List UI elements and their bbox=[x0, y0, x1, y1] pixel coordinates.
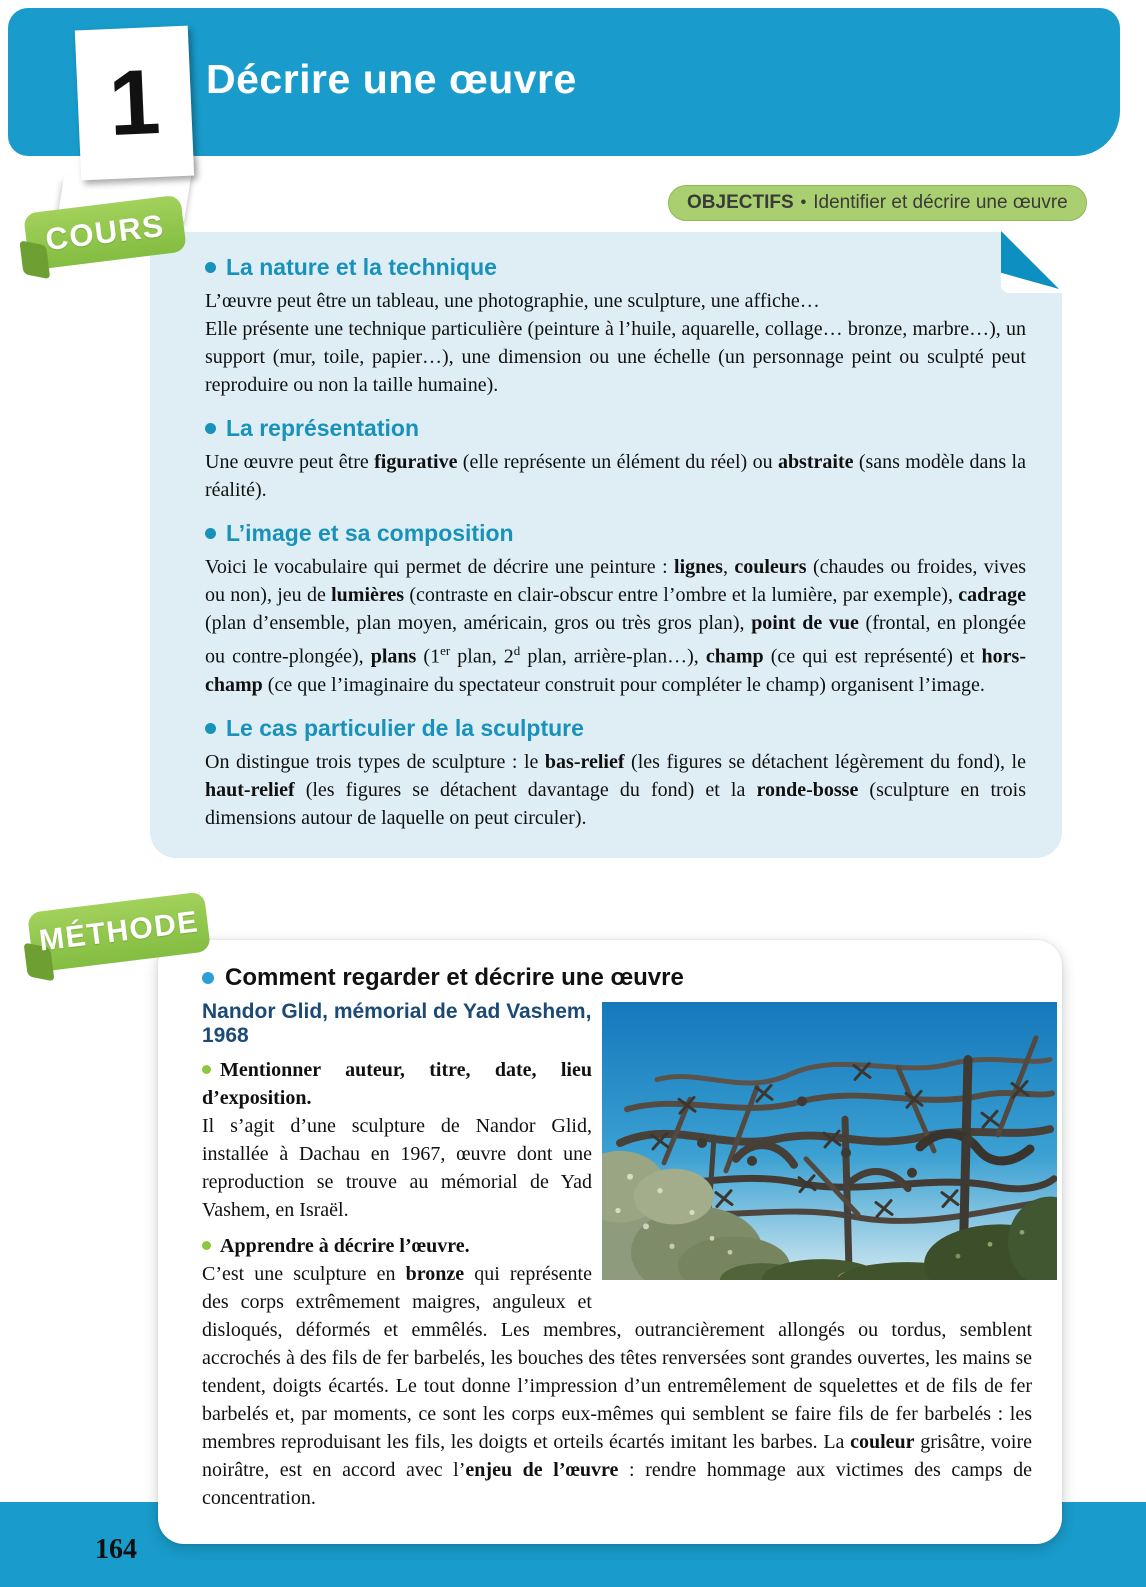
memorial-photo bbox=[602, 1002, 1057, 1280]
bullet-separator-icon: • bbox=[800, 194, 807, 211]
objectives-label: OBJECTIFS bbox=[687, 192, 794, 213]
chapter-number: 1 bbox=[106, 50, 163, 156]
objectives-text: Identifier et décrire une œuvre bbox=[813, 192, 1068, 213]
section-paragraph: Elle présente une technique particulière (peinture à l’huile, aquarelle, collage… bronze, marbre…), un support (mur, toile, papier…), une dimension ou une échelle (un personnage peint ou sculpté peut reproduire ou non la taille humaine). bbox=[205, 318, 1026, 396]
page-number: 164 bbox=[95, 1534, 137, 1565]
methode-heading: Comment regarder et décrire une œuvre bbox=[202, 964, 1032, 992]
section-heading: Le cas particulier de la sculpture bbox=[205, 715, 1026, 742]
section-paragraph: L’œuvre peut être un tableau, une photographie, une sculpture, une affiche… bbox=[205, 290, 820, 312]
section-heading: La nature et la technique bbox=[205, 254, 1026, 281]
methode-panel bbox=[158, 940, 1062, 1544]
bullet-icon bbox=[205, 423, 216, 434]
page-corner bbox=[1001, 231, 1063, 293]
bullet-icon bbox=[202, 1241, 211, 1250]
section-heading: L’image et sa composition bbox=[205, 520, 1026, 547]
step-title: Mentionner auteur, titre, date, lieu d’exposition. bbox=[202, 1059, 592, 1109]
step-paragraph: Il s’agit d’une sculpture de Nandor Glid, installée à Dachau en 1967, œuvre dont une reproduction se trouve au mémorial de Yad Vashem, en Israël. bbox=[202, 1115, 592, 1221]
bullet-icon bbox=[202, 972, 214, 984]
chapter-number-tab bbox=[75, 26, 194, 181]
section-paragraph: On distingue trois types de sculpture : le bas-relief (les figures se détachent légèrement du fond), le haut-relief (les figures se détachent davantage du fond) et la ronde-bosse (sculpture en trois dimensions autour de laquelle on peut circuler). bbox=[205, 750, 1026, 829]
methode-badge-label: MÉTHODE bbox=[37, 905, 201, 958]
bullet-icon bbox=[202, 1065, 211, 1074]
artwork-caption: Nandor Glid, mémorial de Yad Vashem, 1968 bbox=[202, 1000, 592, 1047]
bullet-icon bbox=[205, 262, 216, 273]
bullet-icon bbox=[205, 723, 216, 734]
chapter-title: Décrire une œuvre bbox=[206, 56, 577, 102]
section-heading: La représentation bbox=[205, 415, 1026, 442]
corner-fold-icon bbox=[1001, 231, 1059, 289]
cours-badge-label: COURS bbox=[43, 207, 167, 257]
step-title: Apprendre à décrire l’œuvre. bbox=[202, 1232, 1032, 1260]
section-paragraph: Une œuvre peut être figurative (elle représente un élément du réel) ou abstraite (sans modèle dans la réalité). bbox=[205, 451, 1026, 501]
cours-panel bbox=[150, 232, 1062, 858]
section-paragraph: Voici le vocabulaire qui permet de décrire une peinture : lignes, couleurs (chaudes ou froides, vives ou non), jeu de lumières (contraste en clair-obscur entre l’ombre et la lumière, par exemple), cadrage (plan d’ensemble, plan moyen, américain, gros ou très gros plan), point de vue (frontal, en plongée ou contre-plongée), plans (1er plan, 2$^d$ plan, arrière-plan…), champ (ce qui est représenté) et hors-champ (ce que l’imaginaire du spectateur construit pour compléter le champ) organisent l’image. bbox=[205, 556, 1027, 696]
objectives-badge bbox=[668, 185, 1087, 221]
step-paragraph: C’est une sculpture en bronze qui représente des corps extrêmement maigres, anguleux et disloqués, déformés et emmêlés. Les membres, outrancièrement allongés ou tordus, semblent accrochés à des fils de fer barbelés, les bouches des têtes renversées sont grandes ouvertes, les mains se tendent, doigts écartés. Le tout donne l’impression d’un entremêlement de squelettes et de fils de fer barbelés et, par moments, ce sont les corps eux-mêmes qui semblent se faire fils de fer barbelés : les membres reproduisant les fils, les doigts et orteils écartés imitant les barbes. La couleur grisâtre, voire noirâtre, est en accord avec l’enjeu de l’œuvre : rendre hommage aux victimes des camps de concentration. bbox=[202, 1263, 1032, 1509]
bullet-icon bbox=[205, 528, 216, 539]
